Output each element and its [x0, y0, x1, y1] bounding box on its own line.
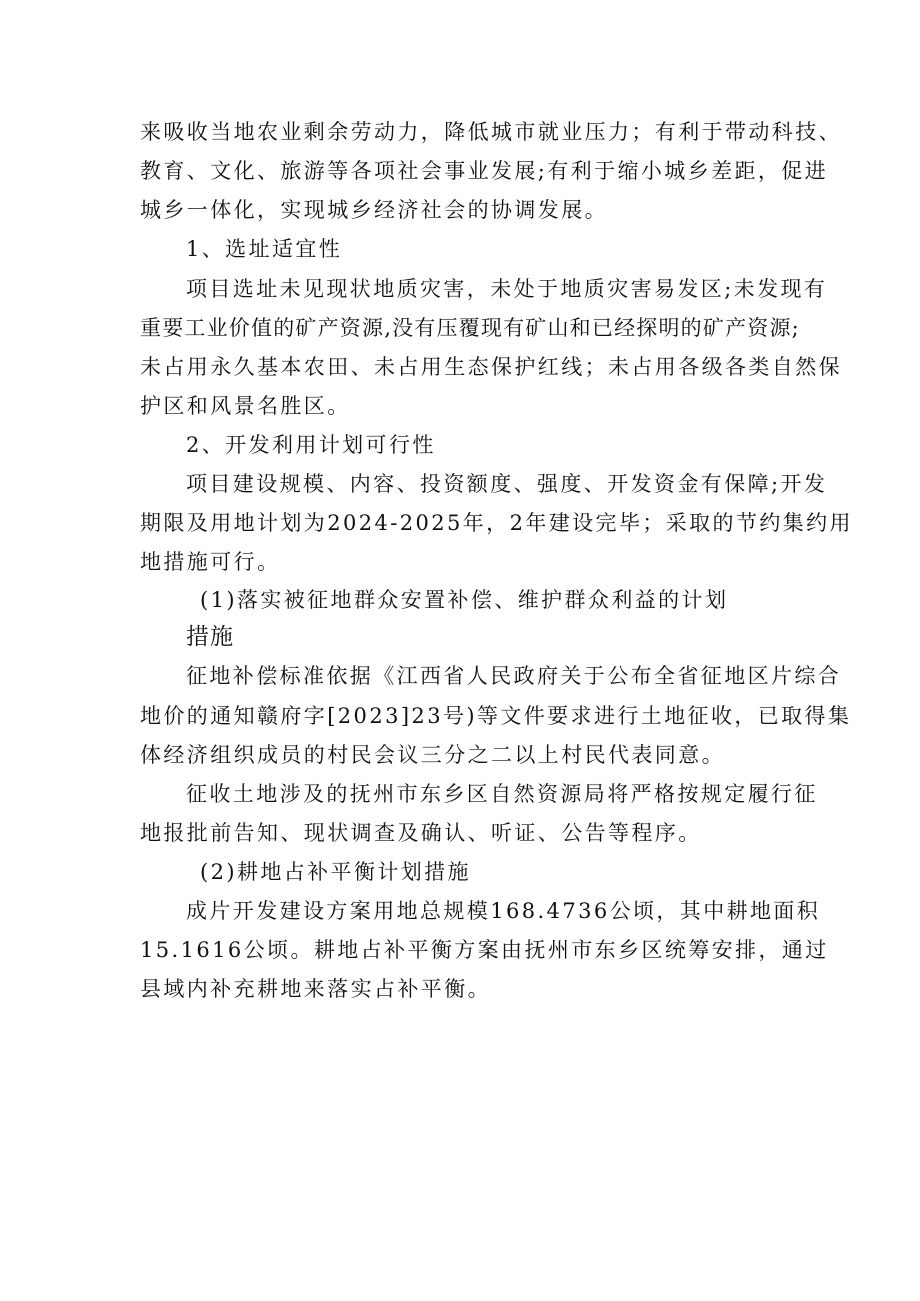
paragraph-line: 项目建设规模、内容、投资额度、强度、开发资金有保障;开发 — [186, 472, 828, 496]
paragraph-line: 成片开发建设方案用地总规模168.4736公顷，其中耕地面积 — [186, 899, 821, 923]
paragraph-line: 地措施可行。 — [140, 550, 281, 574]
paragraph-line: 未占用永久基本农田、未占用生态保护红线；未占用各级各类自然保 — [140, 355, 842, 379]
section-heading: 2、开发利用计划可行性 — [186, 433, 436, 457]
paragraph-line: 征收土地涉及的抚州市东乡区自然资源局将严格按规定履行征 — [186, 782, 818, 806]
paragraph-line: 项目选址未见现状地质灾害，未处于地质灾害易发区;未发现有 — [186, 277, 828, 301]
paragraph-line: 15.1616公顷。耕地占补平衡方案由抚州市东乡区统筹安排，通过 — [140, 938, 829, 962]
subsection-heading: (1)落实被征地群众安置补偿、维护群众利益的计划 — [200, 588, 729, 612]
paragraph-line: 来吸收当地农业剩余劳动力，降低城市就业压力；有利于带动科技、 — [140, 120, 842, 144]
section-heading: 1、选址适宜性 — [186, 237, 343, 261]
paragraph-line: 地价的通知赣府字[2023]23号)等文件要求进行土地征收，已取得集 — [140, 704, 852, 728]
paragraph-line: 城乡一体化，实现城乡经济社会的协调发展。 — [140, 198, 608, 222]
subsection-heading: (2)耕地占补平衡计划措施 — [200, 860, 471, 884]
subsection-heading-continued: 措施 — [186, 624, 234, 650]
paragraph-line: 县域内补充耕地来落实占补平衡。 — [140, 977, 491, 1001]
paragraph-line: 教育、文化、旅游等各项社会事业发展;有利于缩小城乡差距，促进 — [140, 159, 829, 183]
paragraph-line: 重要工业价值的矿产资源,没有压覆现有矿山和已经探明的矿产资源; — [140, 316, 800, 340]
paragraph-line: 体经济组织成员的村民会议三分之二以上村民代表同意。 — [140, 743, 725, 767]
paragraph-line: 地报批前告知、现状调查及确认、听证、公告等程序。 — [140, 821, 702, 845]
paragraph-line: 征地补偿标准依据《江西省人民政府关于公布全省征地区片综合 — [186, 664, 842, 688]
paragraph-line: 期限及用地计划为2024-2025年，2年建设完毕；采取的节约集约用 — [140, 511, 853, 535]
paragraph-line: 护区和风景名胜区。 — [140, 394, 351, 418]
